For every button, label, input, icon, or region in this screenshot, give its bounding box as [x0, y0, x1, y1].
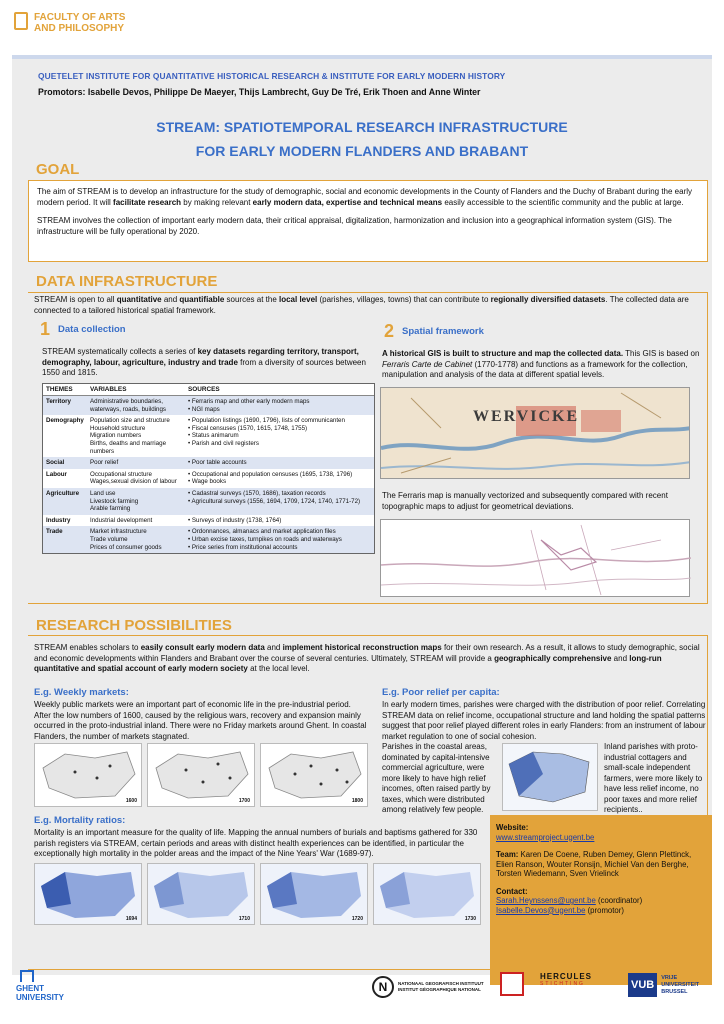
- contact-label: Contact:: [496, 886, 528, 896]
- markets-text: Weekly public markets were an important part of economic life in the pre-industrial period. After the low numbers of 1600, caused by the religious wars, recovery and expansion mainly occurred in the proto-industrial inland. There were no Friday markets around Ghent. In coastal Flanders, the number of markets stagnated.: [34, 700, 367, 741]
- partner-emblem-icon: [500, 972, 524, 996]
- table-row: [43, 469, 374, 488]
- hercules-text: HERCULES: [540, 972, 593, 981]
- table-cell-theme: Territory: [46, 398, 71, 405]
- faculty-logo: [14, 12, 125, 34]
- mortality-map-1720: [260, 863, 368, 925]
- market-map-drawing: [261, 744, 367, 806]
- poster: [12, 55, 712, 975]
- table-row: [43, 396, 374, 416]
- table-cell-theme: Trade: [46, 528, 63, 536]
- title-line-2: FOR EARLY MODERN FLANDERS AND BRABANT: [195, 143, 529, 159]
- title-line-1: STREAM: SPATIOTEMPORAL RESEARCH INFRASTRUCTURE: [156, 119, 568, 135]
- data-infrastructure-heading: DATA INFRASTRUCTURE: [36, 273, 218, 290]
- market-year-label: 1700: [238, 798, 250, 804]
- table-cell-theme: Industry: [46, 516, 71, 524]
- ghent-building-icon: [20, 970, 34, 982]
- poor-relief-coastal-text: Parishes in the coastal areas, dominated by capital-intensive commercial agriculture, were more likely to have high relief incomes, often raised partly by taxes, which were distributed among relatively few people.: [382, 742, 491, 814]
- number-two: 2: [384, 321, 395, 341]
- poor-relief-text: In early modern times, parishes were charged with the distribution of poor relief. Correlating STREAM data on relief income, occupational structure and land holding the spatial patterns suggest that poor relief played different roles in early Flanders: from an instrument of labour market regulation to one of social cohesion.: [382, 700, 706, 741]
- table-cell-theme: Demography: [46, 417, 84, 425]
- table-cell-variables: Market infrastructure Trade volume Prices of consumer goods: [90, 528, 162, 551]
- mortality-map-1694: [34, 863, 142, 925]
- markets-heading: E.g. Weekly markets:: [34, 687, 129, 698]
- table-cell-theme: Labour: [46, 470, 67, 478]
- table-cell-sources: • Ferraris map and other early modern maps • NGI maps: [185, 396, 374, 416]
- mortality-map-drawing: [35, 864, 141, 924]
- hercules-logo: [540, 972, 592, 1002]
- market-map-1600: [34, 743, 142, 807]
- poster-top-bar: [12, 55, 712, 59]
- mortality-year-label: 1694: [125, 916, 137, 922]
- contact-email-1-row: Sarah.Heynssens@ugent.be (coordinator): [496, 896, 643, 905]
- map-town-label: WERVICKE: [473, 408, 580, 425]
- ghent-line-2: UNIVERSITY: [16, 993, 65, 1002]
- data-collection-title: Data collection: [58, 324, 126, 335]
- table-row: [43, 415, 374, 457]
- goal-heading: GOAL: [36, 161, 80, 178]
- spatial-framework-text: A historical GIS is built to structure and map the collected data. This GIS is based on Ferraris Carte de Cabinet (1770-1778) and functions as a framework for the collection, manipulation and analysis of the data at different spatial levels.: [382, 349, 700, 379]
- vub-line-3: BRUSSEL: [661, 988, 688, 995]
- mortality-map-drawing: [261, 864, 367, 924]
- email-link-coordinator[interactable]: Sarah.Heynssens@ugent.be: [496, 896, 596, 905]
- ferraris-map-image: [380, 387, 690, 479]
- market-year-label: 1800: [351, 798, 363, 804]
- goal-paragraph-1: The aim of STREAM is to develop an infrastructure for the study of demographic, social and economic developments in the County of Flanders and the Duchy of Brabant during the early modern period. It will facilitate research by making relevant early modern data, expertise and technical means easily accessible to the scientific community and the public at large.: [37, 187, 693, 207]
- institute-line: QUETELET INSTITUTE FOR QUANTITATIVE HISTORICAL RESEARCH & INSTITUTE FOR EARLY MODERN HISTORY: [38, 71, 506, 81]
- ferraris-caption: The Ferraris map is manually vectorized and subsequently compared with recent topographic maps to adjust for geometrical deviations.: [382, 491, 668, 511]
- poor-relief-map: [502, 743, 598, 811]
- goal-box: [28, 180, 708, 262]
- mortality-map-drawing: [148, 864, 254, 924]
- promotors-line: Promotors: Isabelle Devos, Philippe De Maeyer, Thijs Lambrecht, Guy De Tré, Erik Thoen and Anne Winter: [38, 87, 481, 97]
- table-cell-sources: • Surveys of industry (1738, 1764): [185, 515, 374, 527]
- ngi-line-2: INSTITUT GÉOGRAPHIQUE NATIONAL: [398, 987, 481, 992]
- vub-badge: VUB: [628, 973, 657, 997]
- vectorized-map-image: [380, 519, 690, 597]
- table-header-variables: VARIABLES: [87, 384, 185, 396]
- ngi-line-1: NATIONAAL GEOGRAFISCH INSTITUUT: [398, 981, 484, 986]
- table-cell-sources: • Occupational and population censuses (1695, 1738, 1796) • Wage books: [185, 469, 374, 488]
- mortality-map-1730: [373, 863, 481, 925]
- table-cell-sources: • Poor table accounts: [185, 457, 374, 469]
- table-header-sources: SOURCES: [185, 384, 374, 396]
- table-cell-variables: Industrial development: [90, 516, 153, 524]
- table-cell-sources: • Cadastral surveys (1570, 1686), taxation records • Agricultural surveys (1556, 1694, 1709, 1724, 1740, 1771-72): [185, 488, 374, 515]
- ghent-line-1: GHENT: [16, 984, 44, 993]
- market-map-drawing: [35, 744, 141, 806]
- poor-relief-heading: E.g. Poor relief per capita:: [382, 687, 500, 698]
- spatial-framework-title: Spatial framework: [402, 326, 484, 337]
- market-year-label: 1600: [125, 798, 137, 804]
- table-row: [43, 515, 374, 527]
- goal-paragraph-2: STREAM involves the collection of important early modern data, their critical appraisal, digitalization, harmonization and inclusion into a geographical information system (GIS). The infrastructure will be fully operational by 2020.: [37, 216, 672, 236]
- website-label: Website:: [496, 823, 529, 832]
- mortality-map-1710: [147, 863, 255, 925]
- table-header-themes: THEMES: [43, 384, 87, 396]
- ferraris-map-drawing: [381, 388, 690, 479]
- table-cell-variables: Occupational structure Wages,sexual division of labour: [90, 470, 177, 486]
- contact-email-2-row: Isabelle.Devos@ugent.be (promotor): [496, 905, 624, 915]
- faculty-logo-line-2: AND PHILOSOPHY: [34, 23, 125, 34]
- research-intro: STREAM enables scholars to easily consult early modern data and implement historical reconstruction maps for their own research. As a result, it allows to study demographic, social and economic developments within Flanders and Brabant over the course of several centuries. Ultimately, STREAM will provide a geographically comprehensive and long-run quantitative and spatial account of early modern society at the local level.: [34, 643, 700, 673]
- mortality-text: Mortality is an important measure for the quality of life. Mapping the annual numbers of burials and baptisms gathered for 330 parish registers via STREAM, certain periods and areas with distinct health experiences can be identified, in particular the exceptionally high mortality in the polder areas and the impact of the Nine Years' War (1689-97).: [34, 828, 478, 858]
- data-collection-header: [40, 319, 126, 340]
- hercules-subtext: STICHTING: [540, 981, 585, 987]
- mortality-map-drawing: [374, 864, 480, 924]
- data-collection-text: STREAM systematically collects a series of key datasets regarding territory, transport, demography, labour, agriculture, industry and trade from a diversity of sources between 1550 and 1815.: [42, 347, 366, 377]
- vub-line-1: VRIJE: [661, 974, 678, 981]
- website-link[interactable]: www.streamproject.ugent.be: [496, 832, 595, 842]
- vectorized-map-drawing: [381, 520, 691, 598]
- mortality-year-label: 1720: [351, 916, 363, 922]
- poor-relief-inland-text: Inland parishes with proto-industrial cottagers and small-scale independent farmers, were more likely to have less relief income, no poor taxes and more relief recipients..: [604, 742, 703, 814]
- vub-logo: [628, 968, 699, 1002]
- table-row: [43, 526, 374, 553]
- team-block: Team: Karen De Coene, Ruben Demey, Glenn Plettinck, Elien Ranson, Wouter Ronsijn, Michiel Van den Berghe, Torsten Wiedemann, Sven Vrielinck: [496, 850, 692, 878]
- table-cell-variables: Poor relief: [90, 459, 119, 467]
- table-cell-variables: Population size and structure Household structure Migration numbers Births, deaths and marriage numbers: [90, 417, 170, 455]
- ghent-university-logo: [16, 970, 64, 1020]
- table-cell-variables: Administrative boundaries, waterways, roads, buildings: [90, 398, 167, 413]
- market-map-1700: [147, 743, 255, 807]
- table-cell-sources: • Ordonnances, almanacs and market application files • Urban excise taxes, turnpikes on roads and waterways • Price series from institutional accounts: [185, 526, 374, 553]
- table-cell-variables: Land use Livestock farming Arable farming: [90, 489, 139, 513]
- ngi-logo: [372, 970, 484, 1004]
- contact-box: [490, 815, 712, 985]
- table-cell-theme: Agriculture: [46, 489, 80, 497]
- infra-intro: STREAM is open to all quantitative and quantifiable sources at the local level (parishes, villages, towns) that can contribute to regionally diversified datasets. The collected data are connected to a tailored historical spatial framework.: [34, 295, 689, 315]
- table-cell-theme: Social: [46, 459, 65, 467]
- market-map-1800: [260, 743, 368, 807]
- sources-table: [42, 383, 375, 554]
- mortality-year-label: 1730: [464, 916, 476, 922]
- poor-relief-map-drawing: [503, 744, 597, 810]
- ngi-emblem-icon: N: [372, 976, 394, 998]
- faculty-logo-icon: [14, 12, 28, 30]
- spatial-framework-header: [384, 321, 484, 342]
- mortality-year-label: 1710: [238, 916, 250, 922]
- email-link-promotor[interactable]: Isabelle.Devos@ugent.be: [496, 905, 586, 915]
- vub-line-2: UNIVERSITEIT: [661, 981, 700, 988]
- mortality-heading: E.g. Mortality ratios:: [34, 815, 126, 826]
- table-cell-sources: • Population listings (1690, 1796), lists of communicanten • Fiscal censuses (1570, 1615, 1748, 1755) • Status animarum • Parish and civil registers: [185, 415, 374, 457]
- table-row: [43, 488, 374, 515]
- table-row: [43, 457, 374, 469]
- faculty-logo-line-1: FACULTY OF ARTS: [34, 12, 126, 23]
- number-one: 1: [40, 319, 51, 339]
- research-heading: RESEARCH POSSIBILITIES: [36, 617, 232, 634]
- market-map-drawing: [148, 744, 254, 806]
